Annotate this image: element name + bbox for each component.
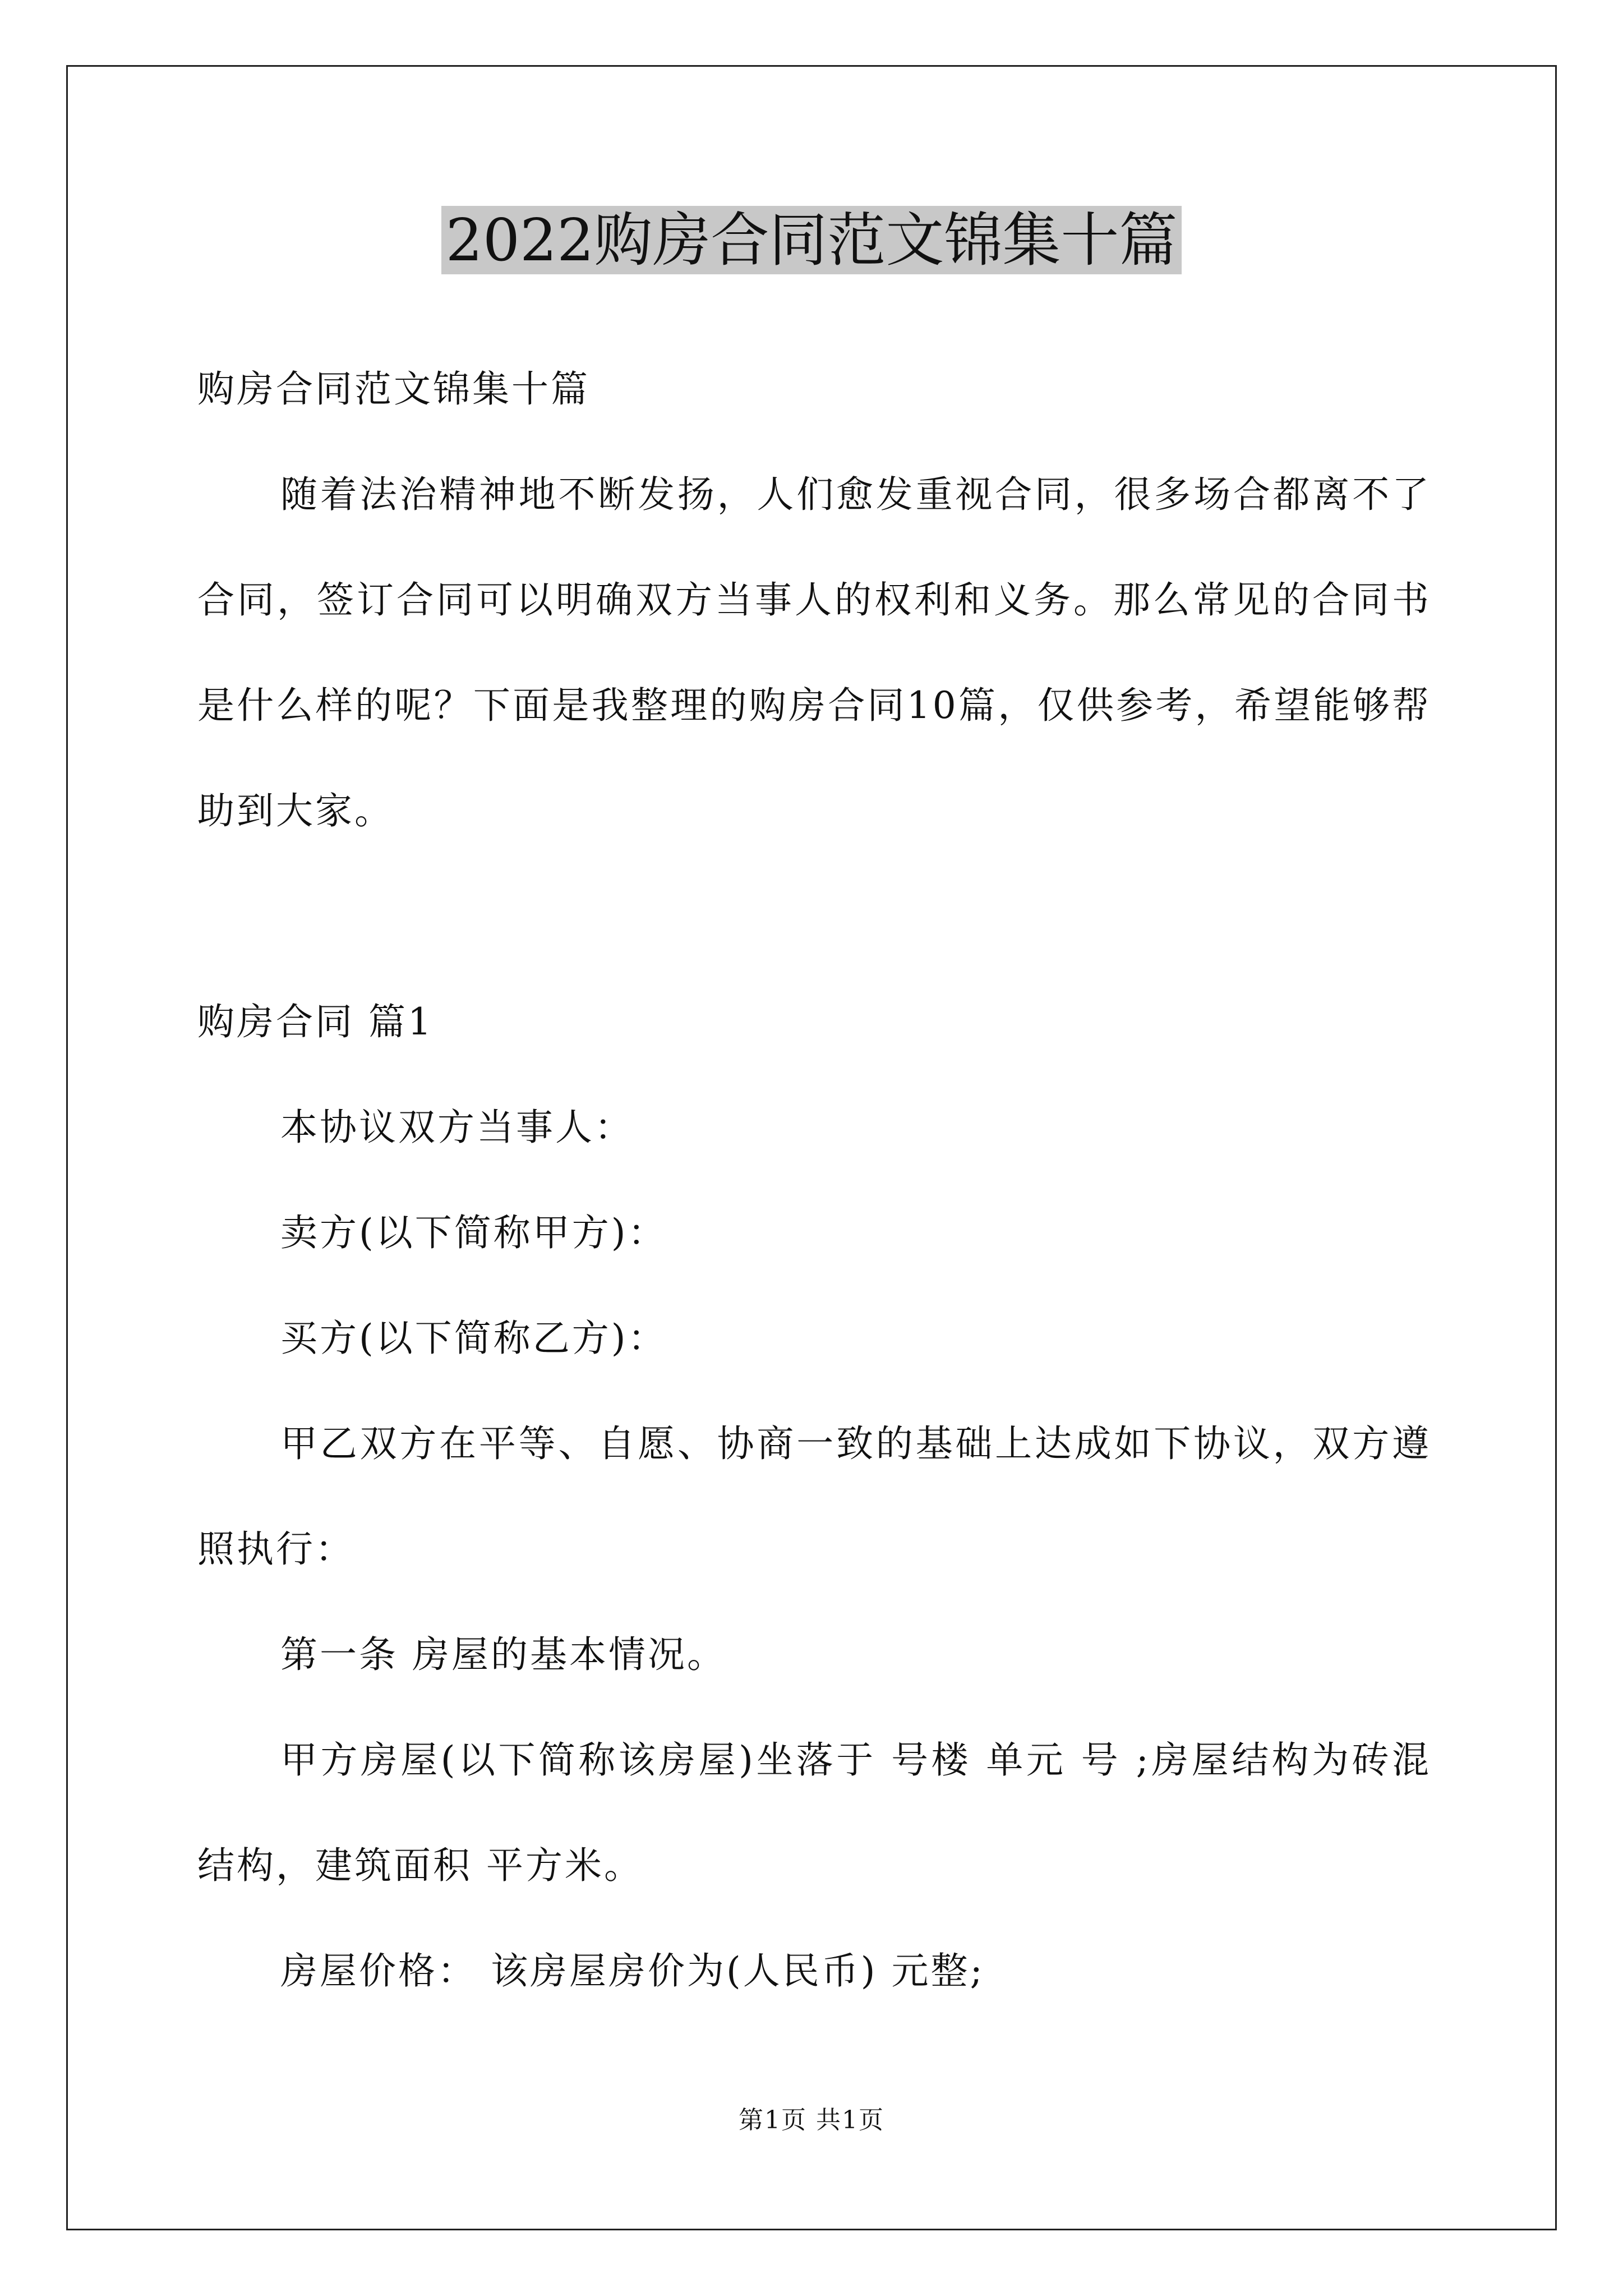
document-body [197,337,1431,2024]
paragraph-article-1: 第一条 房屋的基本情况。 [280,1633,726,1676]
paragraph-seller: 卖方(以下简称甲方)： [280,1211,667,1254]
document-title [0,201,1623,279]
title-text: 2022购房合同范文锦集十篇 [441,206,1182,274]
paragraph-house-location: 甲方房屋(以下简称该房屋)坐落于 号楼 单元 号 ;房屋结构为砖混结构，建筑面积 平方米。 [197,1738,1431,1887]
paragraph-agreement: 甲乙双方在平等、自愿、协商一致的基础上达成如下协议，双方遵照执行： [197,1422,1431,1571]
paragraph-buyer: 买方(以下简称乙方)： [280,1317,667,1360]
page-indicator: 第1页 共1页 [739,2106,884,2134]
subtitle: 购房合同范文锦集十篇 [197,367,590,411]
paragraph-house-price: 房屋价格： 该房屋房价为(人民币) 元整; [280,1949,985,1993]
paragraph-parties: 本协议双方当事人： [280,1106,634,1149]
page-footer [0,2104,1623,2137]
section-heading: 购房合同 篇1 [197,1000,434,1043]
intro-paragraph: 随着法治精神地不断发扬，人们愈发重视合同，很多场合都离不了合同，签订合同可以明确双方当事人的权利和义务。那么常见的合同书是什么样的呢？下面是我整理的购房合同10篇，仅供参考，希望能够帮助到大家。 [197,473,1431,832]
